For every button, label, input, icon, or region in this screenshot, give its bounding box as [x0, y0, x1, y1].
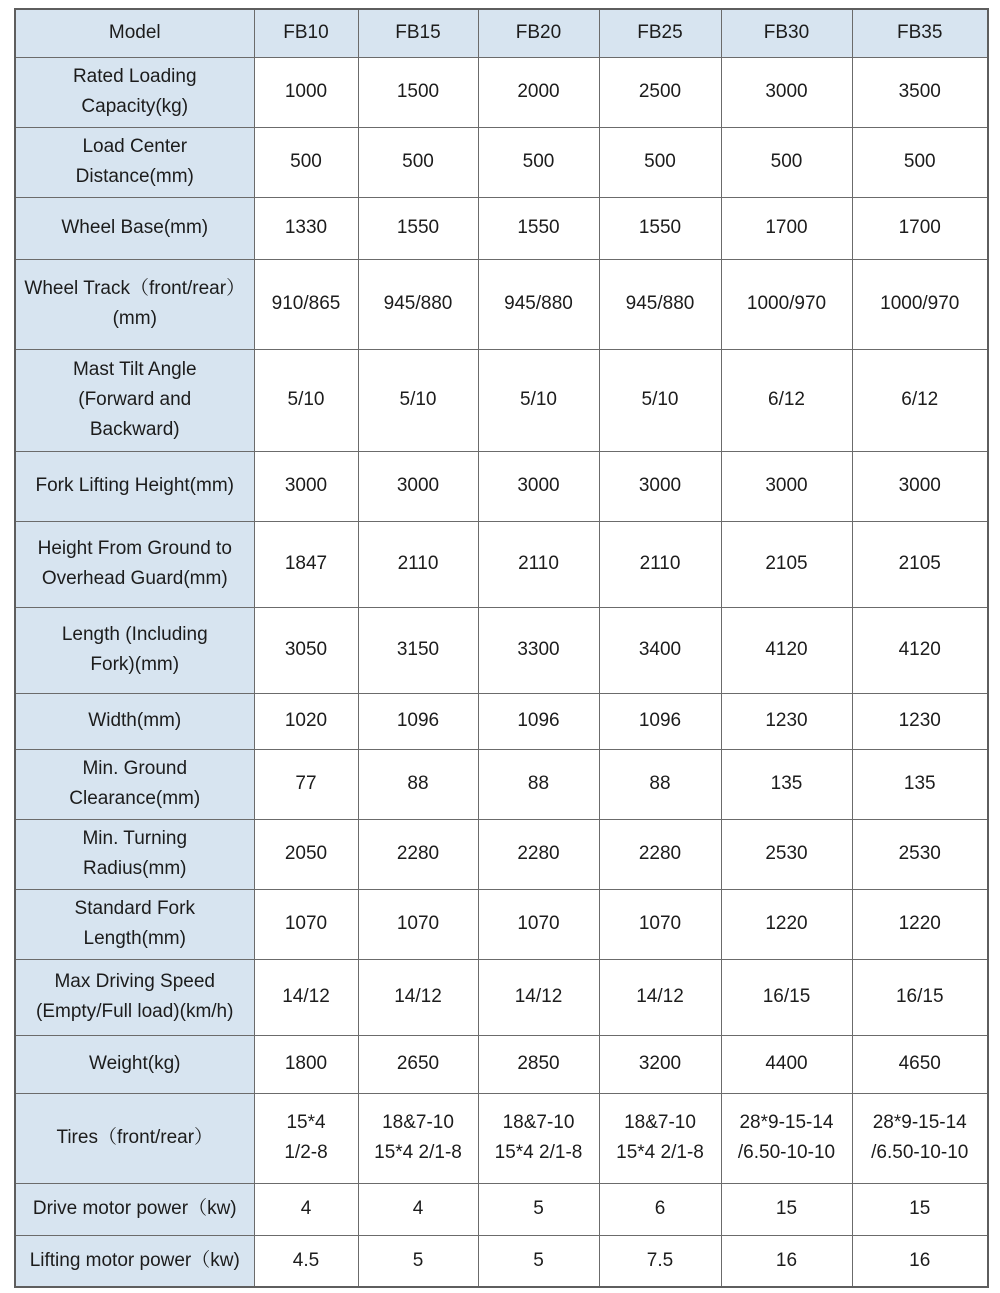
- value-line: 1096: [396, 710, 440, 731]
- value-line: 18&7-10: [502, 1112, 575, 1133]
- value-line: 3000: [517, 475, 560, 496]
- value-line: 1070: [638, 913, 682, 934]
- value-line: 18&7-10: [624, 1112, 696, 1133]
- row-label-line: Radius(mm): [83, 858, 187, 879]
- row-label-line: Tires（front/rear）: [56, 1127, 214, 1148]
- value-line: 500: [522, 151, 555, 172]
- value-line: 945/880: [504, 293, 573, 314]
- value-line: 7.5: [646, 1249, 674, 1271]
- value-cell: [852, 607, 988, 693]
- value-line: 16/15: [895, 986, 944, 1007]
- row-label-line: Max Driving Speed: [54, 971, 216, 992]
- value-cell: [254, 349, 358, 451]
- value-cell: [478, 1183, 599, 1235]
- row-label-line: (Empty/Full load)(km/h): [36, 1001, 234, 1022]
- value-cell: [254, 197, 358, 259]
- value-line: 4650: [898, 1053, 941, 1074]
- value-cell: [599, 127, 721, 197]
- value-cell: [478, 127, 599, 197]
- value-cell: [478, 57, 599, 127]
- value-cell: [599, 57, 721, 127]
- value-line: 14/12: [636, 986, 684, 1007]
- value-line: 2280: [517, 843, 560, 864]
- value-cell: [358, 607, 478, 693]
- row-label-cell: [15, 127, 254, 197]
- value-line: 945/880: [383, 293, 453, 314]
- value-line: 15*4: [286, 1112, 326, 1133]
- value-line: 2850: [517, 1053, 560, 1074]
- row-label-cell: [15, 57, 254, 127]
- value-cell: [852, 57, 988, 127]
- value-cell: [478, 197, 599, 259]
- value-cell: [721, 451, 852, 521]
- value-line: 5: [533, 1198, 544, 1219]
- header-cell-fb30: FB30: [721, 9, 852, 57]
- row-label-cell: [15, 749, 254, 819]
- row-label-line: (Forward and: [78, 389, 192, 410]
- value-cell: [599, 749, 721, 819]
- row-label-line: Fork)(mm): [90, 654, 180, 675]
- table-row: [15, 127, 988, 197]
- spec-table-body: [15, 57, 988, 1287]
- value-cell: [358, 451, 478, 521]
- table-row: [15, 749, 988, 819]
- row-label-line: Standard Fork: [74, 898, 195, 919]
- value-line: 2110: [518, 553, 559, 574]
- value-line: 1700: [765, 217, 808, 238]
- value-cell: [721, 349, 852, 451]
- value-line: 2530: [898, 843, 941, 864]
- row-label-line: Drive motor power（kw): [32, 1198, 237, 1219]
- value-line: 1230: [898, 710, 941, 731]
- value-cell: [852, 521, 988, 607]
- value-line: 4120: [765, 639, 808, 660]
- value-cell: [852, 749, 988, 819]
- value-line: 2105: [898, 553, 941, 574]
- value-cell: [478, 451, 599, 521]
- row-label-line: Load Center: [82, 136, 188, 157]
- value-cell: [478, 693, 599, 749]
- value-line: 910/865: [271, 293, 341, 314]
- value-cell: [852, 259, 988, 349]
- value-cell: [358, 197, 478, 259]
- value-line: 4400: [765, 1053, 808, 1074]
- value-cell: [852, 349, 988, 451]
- value-cell: [721, 889, 852, 959]
- value-line: 5/10: [287, 389, 325, 410]
- value-cell: [852, 959, 988, 1035]
- value-line: 1220: [898, 913, 941, 934]
- row-label-cell: [15, 1235, 254, 1287]
- value-line: 16/15: [762, 986, 811, 1007]
- value-cell: [599, 889, 721, 959]
- value-line: 135: [770, 773, 803, 794]
- header-cell-fb35: FB35: [852, 9, 988, 57]
- value-line: 1230: [765, 710, 808, 731]
- value-cell: [852, 1035, 988, 1093]
- value-line: 16: [909, 1249, 931, 1271]
- value-line: /6.50-10-10: [737, 1142, 836, 1163]
- table-row: [15, 57, 988, 127]
- value-cell: [358, 819, 478, 889]
- value-cell: [599, 259, 721, 349]
- value-line: 1/2-8: [284, 1142, 328, 1163]
- row-label-cell: [15, 693, 254, 749]
- value-line: 5/10: [520, 389, 557, 410]
- value-line: 1700: [898, 217, 941, 238]
- value-cell: [478, 1035, 599, 1093]
- row-label-line: Width(mm): [88, 710, 182, 731]
- value-line: 4: [412, 1198, 424, 1219]
- value-line: 3000: [284, 475, 328, 496]
- value-line: 88: [407, 773, 429, 794]
- value-cell: [254, 607, 358, 693]
- value-line: 1070: [396, 913, 440, 934]
- value-line: 28*9-15-14: [739, 1112, 834, 1133]
- value-cell: [478, 349, 599, 451]
- value-line: 15*4 2/1-8: [374, 1142, 462, 1163]
- value-line: 1096: [517, 710, 560, 731]
- value-line: 3300: [517, 639, 560, 660]
- row-label-line: Clearance(mm): [69, 788, 201, 809]
- value-cell: [721, 749, 852, 819]
- value-line: 5: [533, 1249, 544, 1271]
- row-label-line: Min. Turning: [82, 828, 188, 849]
- table-row: [15, 197, 988, 259]
- row-label-line: Weight(kg): [88, 1053, 181, 1074]
- value-cell: [358, 959, 478, 1035]
- value-line: 6/12: [768, 389, 805, 410]
- value-line: 6: [654, 1198, 666, 1219]
- header-cell-fb25: FB25: [599, 9, 721, 57]
- value-line: 2500: [638, 81, 682, 102]
- value-line: 1550: [517, 217, 560, 238]
- header-cell-fb10: FB10: [254, 9, 358, 57]
- value-line: 2280: [396, 843, 440, 864]
- value-line: 1800: [284, 1053, 328, 1074]
- value-line: 1020: [284, 710, 328, 731]
- value-line: 500: [903, 151, 936, 172]
- value-cell: [478, 959, 599, 1035]
- value-line: 77: [295, 773, 317, 794]
- value-cell: [358, 693, 478, 749]
- row-label-cell: [15, 1093, 254, 1183]
- value-cell: [721, 521, 852, 607]
- row-label-line: Length (Including: [61, 624, 208, 645]
- value-line: 1096: [638, 710, 682, 731]
- value-cell: [599, 197, 721, 259]
- value-cell: [599, 1235, 721, 1287]
- value-line: 3000: [638, 475, 682, 496]
- value-cell: [721, 819, 852, 889]
- value-line: 15*4 2/1-8: [494, 1142, 583, 1163]
- value-cell: [599, 451, 721, 521]
- value-line: 18&7-10: [382, 1112, 454, 1133]
- row-label-line: Backward): [89, 419, 180, 440]
- value-line: 15: [775, 1198, 798, 1219]
- value-line: 3000: [396, 475, 440, 496]
- value-cell: [478, 521, 599, 607]
- value-cell: [254, 259, 358, 349]
- value-cell: [358, 1183, 478, 1235]
- value-cell: [721, 1235, 852, 1287]
- value-cell: [599, 693, 721, 749]
- value-cell: [599, 607, 721, 693]
- value-cell: [254, 127, 358, 197]
- value-line: 135: [903, 773, 936, 794]
- value-cell: [358, 57, 478, 127]
- value-cell: [852, 693, 988, 749]
- value-line: 2000: [517, 81, 560, 102]
- value-cell: [358, 889, 478, 959]
- row-label-line: Distance(mm): [75, 166, 194, 187]
- value-line: 16: [775, 1249, 798, 1271]
- value-cell: [358, 521, 478, 607]
- value-line: 2110: [639, 553, 681, 574]
- value-cell: [254, 959, 358, 1035]
- value-line: 3000: [765, 475, 808, 496]
- value-line: 88: [649, 773, 671, 794]
- value-line: 3050: [284, 639, 328, 660]
- value-cell: [478, 1093, 599, 1183]
- value-line: 3400: [638, 639, 682, 660]
- value-line: 28*9-15-14: [872, 1112, 967, 1133]
- value-line: 1000/970: [746, 293, 827, 314]
- value-cell: [599, 819, 721, 889]
- value-cell: [254, 693, 358, 749]
- row-label-cell: [15, 1035, 254, 1093]
- value-cell: [254, 749, 358, 819]
- value-cell: [599, 1183, 721, 1235]
- value-line: 3200: [638, 1053, 682, 1074]
- value-cell: [721, 197, 852, 259]
- value-line: 1220: [765, 913, 808, 934]
- value-line: 3500: [898, 81, 941, 102]
- value-line: 2280: [638, 843, 682, 864]
- value-line: 5: [412, 1249, 424, 1271]
- row-label-line: Lifting motor power（kw): [29, 1249, 240, 1271]
- value-cell: [254, 1035, 358, 1093]
- value-cell: [358, 1035, 478, 1093]
- row-label-cell: [15, 607, 254, 693]
- row-label-cell: [15, 451, 254, 521]
- value-line: 15: [909, 1198, 931, 1219]
- value-cell: [599, 1035, 721, 1093]
- value-line: 500: [402, 151, 434, 172]
- value-line: /6.50-10-10: [871, 1142, 969, 1163]
- value-line: 1070: [284, 913, 328, 934]
- value-cell: [599, 349, 721, 451]
- spec-table: [14, 8, 989, 1288]
- value-cell: [358, 1093, 478, 1183]
- row-label-cell: [15, 1183, 254, 1235]
- value-line: 500: [644, 151, 676, 172]
- value-line: 14/12: [282, 986, 330, 1007]
- value-line: 500: [290, 151, 322, 172]
- table-row: [15, 521, 988, 607]
- row-label-cell: [15, 349, 254, 451]
- value-line: 3150: [396, 639, 440, 660]
- value-line: 2105: [765, 553, 808, 574]
- row-label-line: Height From Ground to: [37, 538, 232, 559]
- value-cell: [721, 259, 852, 349]
- value-cell: [254, 451, 358, 521]
- value-cell: [478, 749, 599, 819]
- row-label-line: Min. Ground: [82, 758, 188, 779]
- value-cell: [721, 57, 852, 127]
- row-label-line: Wheel Base(mm): [61, 217, 209, 238]
- header-cell-fb20: FB20: [478, 9, 599, 57]
- value-line: 5/10: [399, 389, 437, 410]
- value-cell: [599, 1093, 721, 1183]
- value-line: 500: [770, 151, 803, 172]
- table-row: [15, 1183, 988, 1235]
- row-label-line: Overhead Guard(mm): [41, 568, 228, 589]
- value-line: 1550: [396, 217, 440, 238]
- value-line: 2050: [284, 843, 328, 864]
- row-label-line: Mast Tilt Angle: [72, 359, 197, 380]
- value-line: 4: [300, 1198, 312, 1219]
- table-row: [15, 349, 988, 451]
- value-line: 1550: [638, 217, 682, 238]
- value-line: 14/12: [394, 986, 442, 1007]
- row-label-cell: [15, 197, 254, 259]
- table-row: [15, 259, 988, 349]
- value-cell: [254, 1183, 358, 1235]
- value-cell: [254, 1235, 358, 1287]
- row-label-line: Fork Lifting Height(mm): [35, 475, 234, 496]
- value-line: 15*4 2/1-8: [616, 1142, 704, 1163]
- value-cell: [852, 1235, 988, 1287]
- value-cell: [358, 127, 478, 197]
- value-line: 1500: [396, 81, 440, 102]
- value-cell: [358, 1235, 478, 1287]
- table-row: [15, 1093, 988, 1183]
- value-line: 2530: [765, 843, 808, 864]
- header-cell-model: Model: [15, 9, 254, 57]
- value-cell: [478, 259, 599, 349]
- header-row: [15, 9, 988, 57]
- value-cell: [852, 819, 988, 889]
- value-line: 4120: [898, 639, 941, 660]
- value-line: 1330: [284, 217, 328, 238]
- table-row: [15, 959, 988, 1035]
- table-row: [15, 889, 988, 959]
- value-cell: [478, 1235, 599, 1287]
- value-line: 6/12: [901, 389, 939, 410]
- row-label-line: Capacity(kg): [81, 96, 189, 117]
- value-cell: [721, 1093, 852, 1183]
- value-cell: [599, 959, 721, 1035]
- row-label-cell: [15, 819, 254, 889]
- value-cell: [721, 1035, 852, 1093]
- value-line: 1070: [517, 913, 560, 934]
- row-label-line: (mm): [112, 308, 157, 329]
- value-cell: [358, 259, 478, 349]
- table-row: [15, 607, 988, 693]
- value-cell: [599, 521, 721, 607]
- value-cell: [254, 1093, 358, 1183]
- table-row: [15, 819, 988, 889]
- row-label-line: Length(mm): [83, 928, 186, 949]
- value-line: 945/880: [625, 293, 695, 314]
- table-row: [15, 1035, 988, 1093]
- table-row: [15, 1235, 988, 1287]
- value-cell: [478, 607, 599, 693]
- value-cell: [358, 349, 478, 451]
- value-cell: [721, 1183, 852, 1235]
- value-cell: [254, 819, 358, 889]
- value-line: 3000: [898, 475, 941, 496]
- value-cell: [721, 693, 852, 749]
- value-cell: [254, 57, 358, 127]
- header-cell-fb15: FB15: [358, 9, 478, 57]
- value-cell: [721, 959, 852, 1035]
- value-line: 1000/970: [880, 293, 960, 314]
- value-line: 5/10: [641, 389, 679, 410]
- value-cell: [721, 127, 852, 197]
- value-cell: [852, 451, 988, 521]
- value-cell: [852, 889, 988, 959]
- value-cell: [852, 1093, 988, 1183]
- value-cell: [852, 197, 988, 259]
- value-cell: [254, 889, 358, 959]
- value-cell: [721, 607, 852, 693]
- value-line: 1000: [284, 81, 328, 102]
- table-row: [15, 693, 988, 749]
- value-line: 1847: [284, 553, 328, 574]
- value-cell: [478, 889, 599, 959]
- row-label-cell: [15, 521, 254, 607]
- value-cell: [254, 521, 358, 607]
- row-label-line: Rated Loading: [72, 66, 197, 87]
- value-line: 3000: [765, 81, 808, 102]
- value-line: 4.5: [292, 1249, 320, 1271]
- row-label-cell: [15, 889, 254, 959]
- value-cell: [478, 819, 599, 889]
- value-cell: [852, 1183, 988, 1235]
- value-line: 2110: [397, 553, 439, 574]
- value-line: 14/12: [514, 986, 563, 1007]
- row-label-cell: [15, 959, 254, 1035]
- value-cell: [358, 749, 478, 819]
- value-line: 2650: [396, 1053, 440, 1074]
- value-line: 88: [527, 773, 550, 794]
- row-label-line: Wheel Track（front/rear）: [24, 278, 246, 299]
- table-row: [15, 451, 988, 521]
- row-label-cell: [15, 259, 254, 349]
- value-cell: [852, 127, 988, 197]
